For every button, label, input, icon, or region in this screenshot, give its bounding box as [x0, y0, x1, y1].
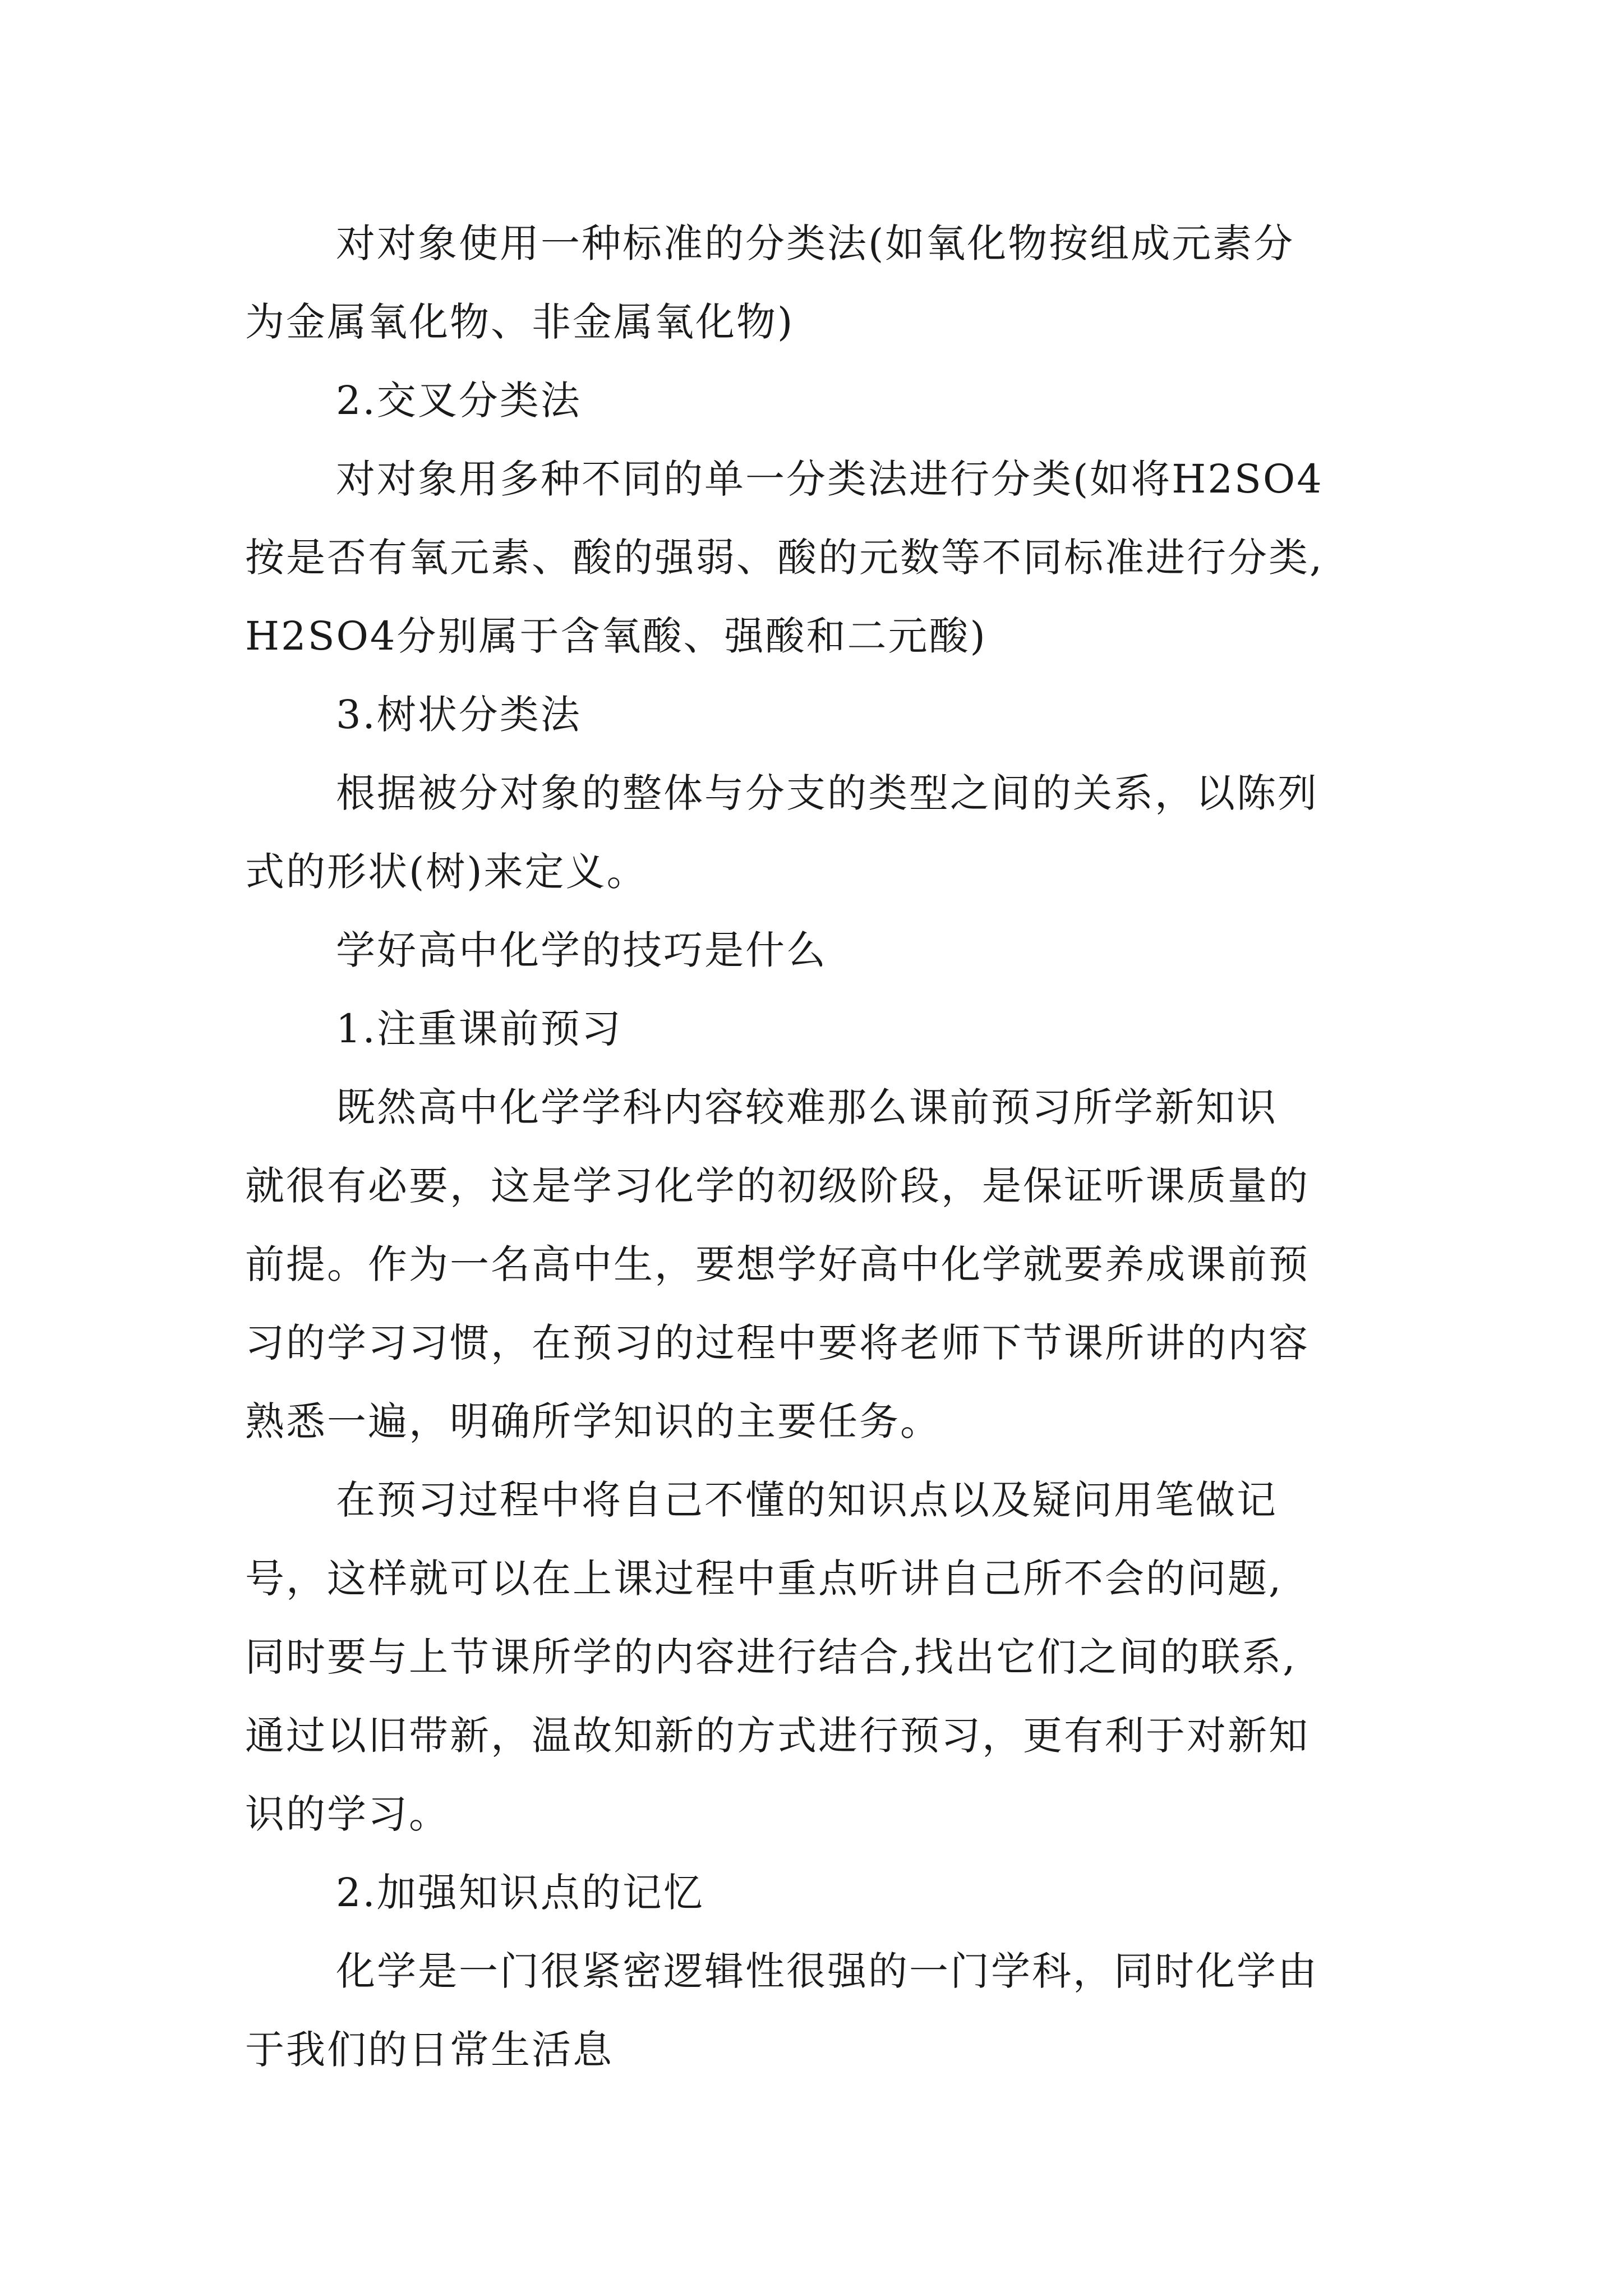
text-line: 对对象用多种不同的单一分类法进行分类(如将H2SO4	[336, 456, 1324, 502]
text-line: 按是否有氧元素、酸的强弱、酸的元数等不同标准进行分类,	[245, 535, 1324, 581]
text-line: 通过以旧带新，温故知新的方式进行预习，更有利于对新知	[245, 1713, 1310, 1759]
text-line: 前提。作为一名高中生，要想学好高中化学就要养成课前预	[245, 1241, 1310, 1287]
text-line: 对对象使用一种标准的分类法(如氧化物按组成元素分	[336, 220, 1295, 266]
section-title: 学好高中化学的技巧是什么	[336, 927, 827, 973]
text-line: 同时要与上节课所学的内容进行结合,找出它们之间的联系,	[245, 1634, 1297, 1680]
text-line: 于我们的日常生活息	[245, 2027, 614, 2073]
text-line: 根据被分对象的整体与分支的类型之间的关系，以陈列	[336, 770, 1318, 816]
section-heading: 2.交叉分类法	[336, 378, 582, 424]
section-heading: 2.加强知识点的记忆	[336, 1870, 704, 1916]
section-heading: 1.注重课前预习	[336, 1006, 623, 1052]
text-line: 就很有必要，这是学习化学的初级阶段，是保证听课质量的	[245, 1163, 1310, 1209]
text-line: 习的学习习惯，在预习的过程中要将老师下节课所讲的内容	[245, 1320, 1310, 1366]
text-line: 式的形状(树)来定义。	[245, 849, 648, 895]
text-line: 为金属氧化物、非金属氧化物)	[245, 299, 795, 345]
section-heading: 3.树状分类法	[336, 692, 582, 738]
text-line: 识的学习。	[245, 1791, 450, 1837]
text-line: 既然高中化学学科内容较难那么课前预习所学新知识	[336, 1084, 1278, 1130]
text-line: 熟悉一遍，明确所学知识的主要任务。	[245, 1398, 941, 1444]
text-line: H2SO4分别属于含氧酸、强酸和二元酸)	[245, 613, 987, 659]
text-line: 化学是一门很紧密逻辑性很强的一门学科，同时化学由	[336, 1948, 1318, 1994]
text-line: 号，这样就可以在上课过程中重点听讲自己所不会的问题,	[245, 1556, 1283, 1602]
text-line: 在预习过程中将自己不懂的知识点以及疑问用笔做记	[336, 1477, 1278, 1523]
